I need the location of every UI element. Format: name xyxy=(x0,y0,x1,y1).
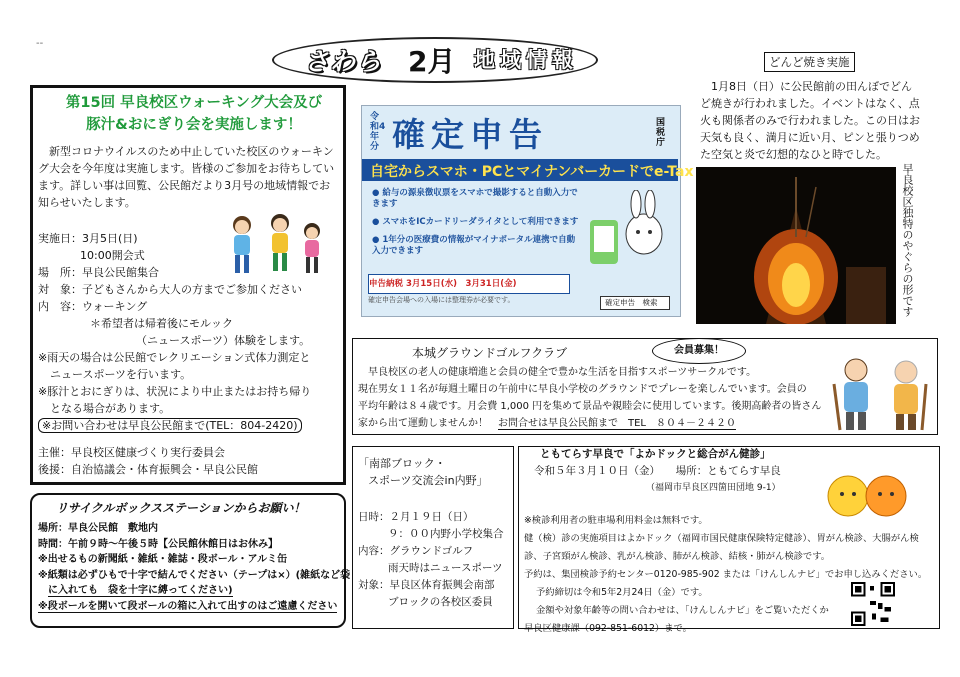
tax-search-box: 確定申告 検索 xyxy=(600,296,670,310)
walking-contact: ※お問い合わせは早良公民館まで(TEL：804-2420) xyxy=(38,418,302,433)
tax-year: 令和4年分 xyxy=(370,112,386,152)
checkup-date: 令和５年３月１０日（金） 場所：ともてらす早良 xyxy=(534,465,781,477)
golf-body: 早良校区の老人の健康増進と会員の健全で豊かな生活を目指すスポーツサークルです。 現在男女１１名が毎週土曜日の午前中に早良小学校のグラウンドでプレーを楽しんでいます。会員の 平均年齢は８４歳です。月会費 1,000 円を集めて景品や親睦会に使用しています。後期高齢者の皆さん 家から出て運動しませんか！ お問合せは早良公民館まで TEL ８０４－２４２０ xyxy=(358,367,822,429)
header-title: 地域情報 xyxy=(474,48,578,72)
dondo-text: 1月8日（日）に公民館前の田んぼでどんど焼きが行われました。イベントはなく、点火も関係者のみで行われました。この日はお天気も良く、満月に近い月、ピンと張りつめた空気と炎で幻想的なひと時でした。 xyxy=(700,80,920,161)
checkup-address: （福岡市早良区四箇田団地 9-1） xyxy=(646,483,781,493)
tax-mascot-illustration xyxy=(588,190,672,272)
tax-title: 確定申告 xyxy=(392,115,548,154)
page-marker: -- xyxy=(36,38,44,49)
south-block-details: 日時：２月１９日（日） ９：００内野小学校集合 内容：グラウンドゴルフ 雨天時はニュースポーツ 対象：早良区体育振興会南部 ブロックの各校区委員 xyxy=(358,511,504,608)
tax-features: ● 給与の源泉徴収票をスマホで撮影すると自動入力できます ● スマホをICカードリーダライタとして利用できます ● 1年分の医療費の情報がマイナポータル連携で自動入力できます xyxy=(372,188,579,256)
walking-title: 第15回 早良校区ウォーキング大会及び 豚汁&おにぎり会を実施します！ xyxy=(65,95,323,133)
golf-title: 本城グラウンドゴルフクラブ xyxy=(412,346,568,360)
qr-code-icon xyxy=(851,582,895,626)
south-block-title: 「南部ブロック・ スポーツ交流会in内野」 xyxy=(358,457,488,487)
walking-organizers: 主催：早良校区健康づくり実行委員会 後援：自治協議会・体育振興会・早良公民館 xyxy=(38,446,258,476)
walkers-illustration xyxy=(222,213,332,277)
header-month: 2月 xyxy=(408,45,456,78)
tax-slogan: 自宅からスマホ・PCとマイナンバーカードでe-Tax xyxy=(370,164,694,180)
tax-agency: 国税庁 xyxy=(656,118,666,148)
dondo-label: どんど焼き実施 xyxy=(764,52,855,72)
golf-recruit-bubble: 会員募集！ xyxy=(652,338,746,364)
golf-players-illustration xyxy=(826,354,936,432)
walking-intro: 新型コロナウイルスのため中止していた校区のウォーキング大会を今年度は実施します。皆様のご参加をお待ちしています。詳しい事は回覧、公民館だより3月号の地域情報でお知らせいたします。 xyxy=(38,145,335,209)
recycle-title: リサイクルボックスステーションからお願い！ xyxy=(56,501,306,515)
tax-deadlines: 申告納税 3月15日(水) 3月31日(金) xyxy=(368,274,570,294)
walking-details: 実施日：3月5日(日) 10:00開会式 場 所：早良公民館集合 対 象：子どもさんから大人の方までご参加ください 内 容：ウォーキング ＊希望者は帰着後にモルック （ニュースポーツ）体験をします。 ※雨天の場合は公民館でレクリエーション式体力測定と ニュースポーツを行います。 ※豚汁とおにぎりは、状況により中止またはお持ち帰り となる場合があります。 ※お問い合わせは早良公民館まで(TEL：804-2420) xyxy=(38,232,312,432)
checkup-body: ※検診利用者の駐車場利用料金は無料です。 健（検）診の実施項目はよかドック（福岡市国民健康保険特定健診）、胃がん検診、大腸がん検 診、子宮頸がん検診、乳がん検診、肺がん検診、結核・肺がん検診です。 予約は、集団検診予約センター0120-985-902 または「けんしんナビ」でお申し込みください。 予約締切は令和5年2月24日（金）です。 金額や対象年齢等の問い合わせは、「けんしんナビ」をご覧いただくか 早良区健康課（092-851-6012）まで。 xyxy=(524,515,928,634)
tax-note: 確定申告会場への入場には整理券が必要です。 xyxy=(368,296,515,304)
bonfire-photo xyxy=(696,167,896,324)
newsletter-logo: さわら xyxy=(304,47,383,76)
recycle-body: 場所：早良公民館 敷地内 時間：午前９時～午後５時【公民館休館日はお休み】 ※出せるもの新聞紙・雑紙・雑誌・段ボール・アルミ缶 ※紙類は必ずひもで十字で結んでください（テープは×）(雑紙など袋 に入れても 袋を十字に縛ってください) ※段ボールを開いて段ボールの箱に入れて出すのはご遠慮ください xyxy=(38,523,351,612)
checkup-title: ともてらす早良で「よかドックと総合がん健診」 xyxy=(540,448,771,460)
dondo-caption: 早良校区独特のやぐらの形です xyxy=(901,163,914,317)
